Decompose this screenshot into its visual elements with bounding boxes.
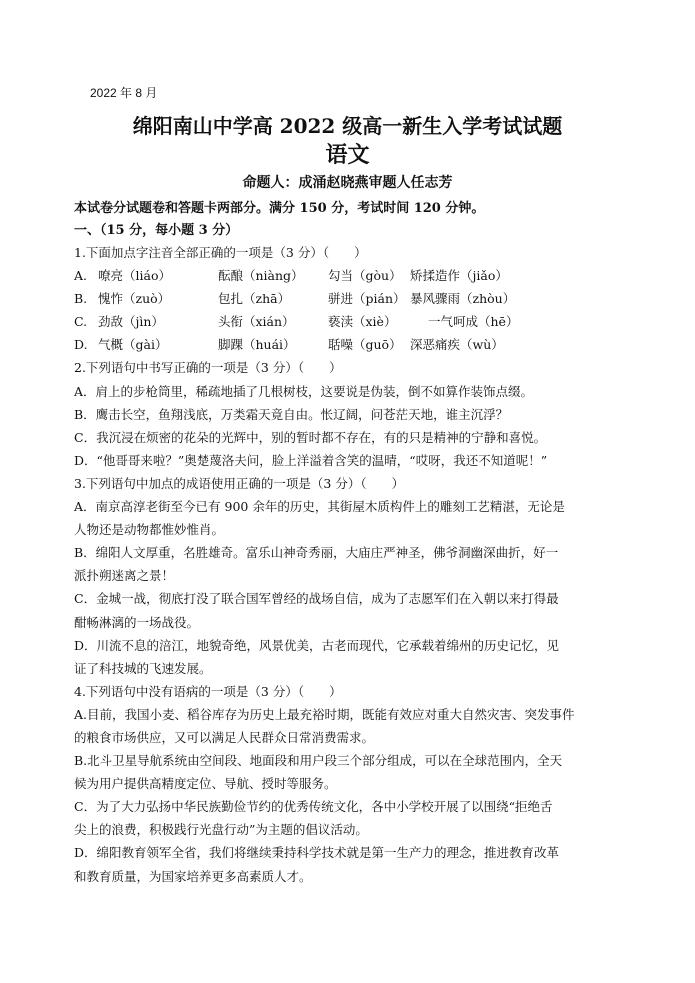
q4-option-d-line2: 和教育质量，为国家培养更多高素质人才。 <box>74 868 312 884</box>
option-label: C. <box>74 314 88 330</box>
option-word: 酝酿（niàng） <box>218 268 304 284</box>
section-heading: 一、（15 分，每小题 3 分） <box>74 223 239 238</box>
option-label: B. <box>74 291 88 307</box>
q3-option-d-line2: 证了科技城的飞速发展。 <box>74 660 212 676</box>
q2-option-b: B．鹰击长空，鱼翔浅底，万类霜天竟自由。怅辽阔，问苍茫天地，谁主沉浮？ <box>74 406 509 422</box>
q2-option-a: A．肩上的步枪筒里，稀疏地插了几根树枝，这要说是伪装，倒不如算作装饰点缀。 <box>74 383 534 399</box>
option-word: 聒噪（guō） <box>328 337 402 353</box>
q1-option-c <box>74 310 622 333</box>
option-word: 深恶痛疾（wù） <box>410 337 504 353</box>
question-2-stem: 2.下列语句中书写正确的一项是（3 分）（ ） <box>74 360 342 376</box>
q3-option-a-line1: A．南京高淳老街至今已有 900 余年的历史，其街屋木质构件上的雕刻工艺精湛，无论是 <box>74 499 565 515</box>
q3-option-b-line2: 派扑朔迷离之景！ <box>74 568 175 584</box>
option-word: 一气呵成（hē） <box>428 314 519 330</box>
exam-intro: 本试卷分试题卷和答题卡两部分。满分 150 分，考试时间 120 分钟。 <box>74 201 485 216</box>
q1-option-a <box>74 264 622 287</box>
q1-option-b <box>74 287 622 310</box>
option-word: 气概（gài） <box>98 337 168 353</box>
option-word: 劲敌（jìn） <box>98 314 164 330</box>
exam-title: 绵阳南山中学高 2022 级高一新生入学考试试题 <box>132 114 563 138</box>
option-word: 包扎（zhā） <box>218 291 291 307</box>
q3-option-a-line2: 人物还是动物都惟妙惟肖。 <box>74 522 225 538</box>
option-word: 愧怍（zuò） <box>98 291 171 307</box>
q4-option-a-line1: A.目前，我国小麦、稻谷库存为历史上最充裕时期，既能有效应对重大自然灾害、突发事件 <box>74 706 575 722</box>
option-word: 亵渎（xiè） <box>328 314 397 330</box>
q1-option-d <box>74 333 622 356</box>
q2-option-c: C．我沉浸在烦密的花朵的光辉中，别的暂时都不存在，有的只是精神的宁静和喜悦。 <box>74 429 547 445</box>
q3-option-d-line1: D．川流不息的涪江，地貌奇绝，风景优美，古老而现代，它承载着绵州的历史记忆，见 <box>74 637 560 653</box>
option-word: 嘹亮（liáo） <box>98 268 171 284</box>
q3-option-c-line1: C．金城一战，彻底打没了联合国军曾经的战场自信，成为了志愿军们在入朝以来打得最 <box>74 591 559 607</box>
option-word: 勾当（gòu） <box>328 268 402 284</box>
questions <box>74 241 622 888</box>
option-label: D. <box>74 337 88 353</box>
q4-option-b-line1: B.北斗卫星导航系统由空间段、地面段和用户段三个部分组成，可以在全球范围内，全天 <box>74 753 563 769</box>
q4-option-b-line2: 候为用户提供高精度定位、导航、授时等服务。 <box>74 776 337 792</box>
question-3-stem: 3.下列语句中加点的成语使用正确的一项是（3 分）（ ） <box>74 475 405 491</box>
option-label: A. <box>74 268 88 284</box>
q4-option-d-line1: D．绵阳教育领军全省，我们将继续秉持科学技术就是第一生产力的理念，推进教育改革 <box>74 845 560 861</box>
exam-authors: 命题人：成涌赵晓燕审题人任志芳 <box>242 175 453 191</box>
option-word: 头衔（xián） <box>218 314 295 330</box>
option-word: 脚踝（huái） <box>218 337 296 353</box>
exam-date: 2022 年 8 月 <box>90 86 158 100</box>
option-word: 骈进（pián） <box>328 291 406 307</box>
q4-option-c-line1: C．为了大力弘扬中华民族勤俭节约的优秀传统文化，各中小学校开展了以围绕“拒绝舌 <box>74 799 553 815</box>
exam-subject: 语文 <box>325 142 370 168</box>
question-4-stem: 4.下列语句中没有语病的一项是（3 分）（ ） <box>74 683 342 699</box>
option-word: 矫揉造作（jiǎo） <box>410 268 508 284</box>
option-word: 暴风骤雨（zhòu） <box>410 291 516 307</box>
q3-option-c-line2: 酣畅淋漓的一场战役。 <box>74 614 200 630</box>
q4-option-c-line2: 尖上的浪费，积极践行光盘行动”为主题的倡议活动。 <box>74 822 368 838</box>
q4-option-a-line2: 的粮食市场供应，又可以满足人民群众日常消费需求。 <box>74 729 375 745</box>
q2-option-d: D．“他哥哥来啦？”奥楚蔑洛夫问，脸上洋溢着含笑的温晴，“哎呀，我还不知道呢！” <box>74 452 548 468</box>
q3-option-b-line1: B．绵阳人文厚重，名胜雄奇。富乐山神奇秀丽，大庙庄严神圣，佛爷洞幽深曲折，好一 <box>74 545 559 561</box>
question-1-stem: 1.下面加点字注音全部正确的一项是（3 分）（ ） <box>74 245 367 260</box>
